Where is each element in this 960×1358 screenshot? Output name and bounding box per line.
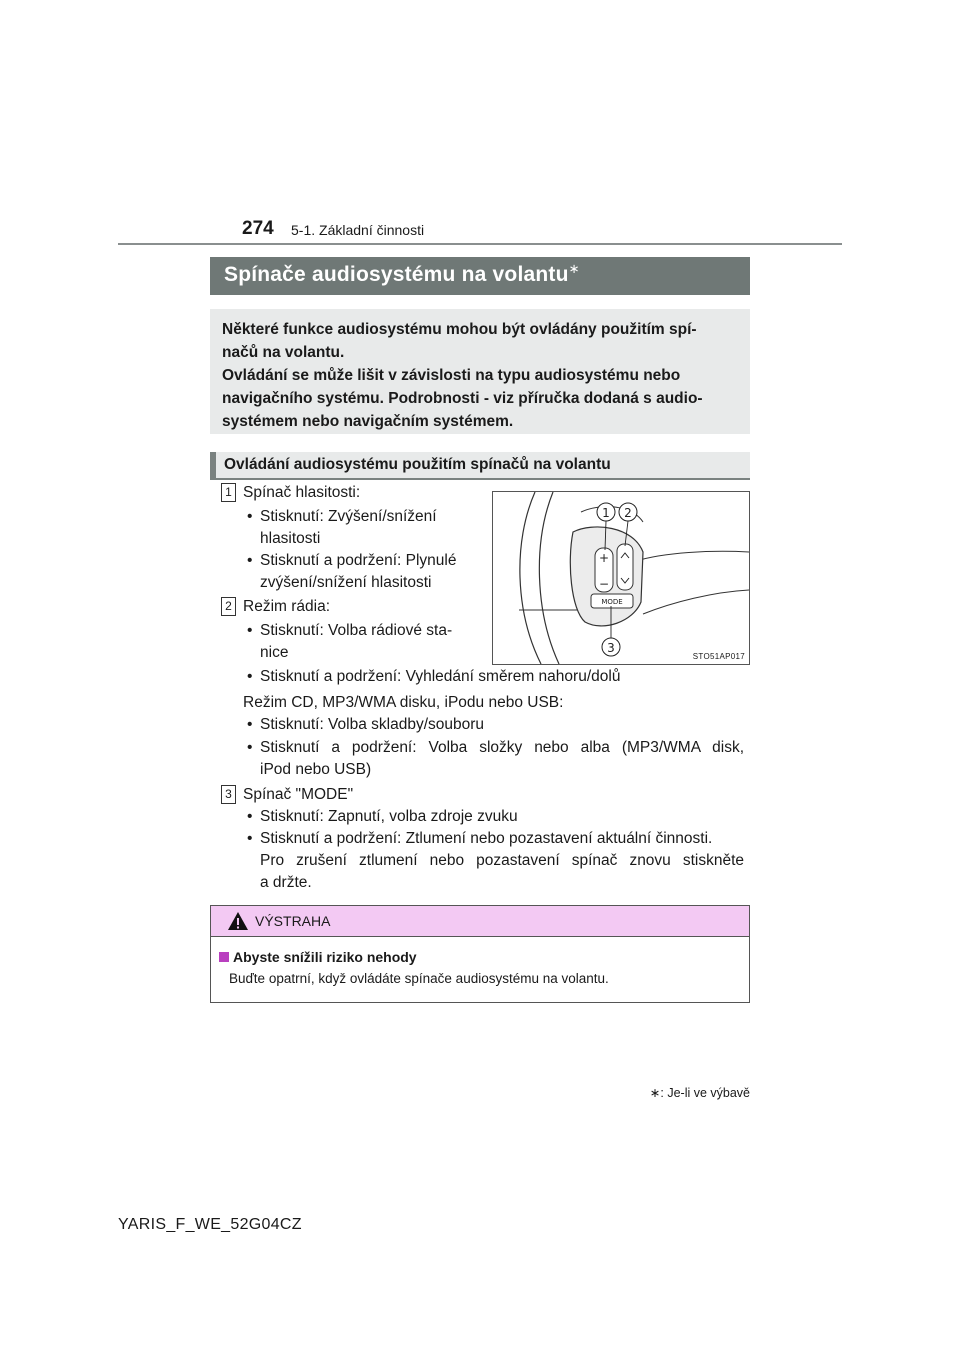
document-code: YARIS_F_WE_52G04CZ bbox=[118, 1216, 302, 1233]
item-number-2: 2 bbox=[221, 597, 236, 616]
figure-code: STO51AP017 bbox=[692, 652, 745, 661]
bullet-cd-press bbox=[260, 714, 740, 736]
callout-1: 1 bbox=[602, 506, 610, 520]
intro-line: systémem nebo navigačním systémem. bbox=[222, 413, 514, 430]
bullet-mode-press bbox=[260, 806, 740, 828]
intro-box bbox=[210, 309, 750, 434]
warning-square-icon bbox=[219, 952, 229, 962]
item-title-volume: Spínač hlasitosti: bbox=[243, 484, 361, 501]
bullet-mode-hold bbox=[260, 828, 744, 894]
page-number: 274 bbox=[242, 218, 274, 239]
warning-subtitle bbox=[219, 949, 417, 965]
steering-wheel-illustration bbox=[493, 492, 749, 664]
bullet-volume-press bbox=[260, 506, 480, 550]
intro-line: Ovládání se může lišit v závislosti na typu audiosystému nebo bbox=[222, 367, 681, 384]
bullet-radio-hold bbox=[260, 666, 740, 688]
item-number-3: 3 bbox=[221, 785, 236, 804]
footnote: ∗: Je-li ve výbavě bbox=[649, 1086, 750, 1100]
warning-header bbox=[211, 906, 749, 937]
bullet-line: • Stisknutí a podržení: Plynulé bbox=[260, 552, 457, 569]
item-title-radio: Režim rádia: bbox=[243, 598, 330, 615]
callout-2: 2 bbox=[624, 506, 632, 520]
bullet-line: hlasitosti bbox=[260, 530, 321, 547]
bullet-line: • Stisknutí a podržení: Vyhledání směrem nahoru/dolů bbox=[260, 668, 621, 685]
section-label: 5-1. Základní činnosti bbox=[291, 222, 425, 238]
bullet-cd-hold bbox=[260, 737, 744, 781]
item-number-1: 1 bbox=[221, 483, 236, 502]
steering-switch-figure bbox=[492, 491, 750, 665]
warning-triangle-icon bbox=[227, 911, 249, 931]
warning-title: VÝSTRAHA bbox=[255, 913, 331, 929]
bullet-line: • Stisknutí a podržení: Ztlumení nebo pozastavení aktuální činnosti. bbox=[260, 830, 713, 847]
intro-line: Některé funkce audiosystému mohou být ovládány použitím spí- bbox=[222, 321, 697, 338]
svg-text:−: − bbox=[598, 577, 610, 591]
header-divider bbox=[118, 243, 842, 245]
warning-subtitle-text: Abyste snížili riziko nehody bbox=[233, 949, 417, 965]
subsection-header: Ovládání audiosystému použitím spínačů na volantu bbox=[210, 452, 750, 480]
optional-mark: ∗ bbox=[568, 261, 580, 276]
callout-3: 3 bbox=[607, 641, 615, 655]
warning-box bbox=[210, 905, 750, 1003]
bullet-line: • Stisknutí: Volba rádiové sta- bbox=[260, 622, 453, 639]
intro-line: načů na volantu. bbox=[222, 344, 345, 361]
svg-text:+: + bbox=[598, 551, 610, 565]
bullet-line: Pro zrušení ztlumení nebo pozastavení spínač znovu stiskněte bbox=[260, 852, 744, 869]
intro-line: navigačního systému. Podrobnosti - viz příručka dodaná s audio- bbox=[222, 390, 703, 407]
bullet-line: iPod nebo USB) bbox=[260, 761, 372, 778]
item-title-mode: Spínač "MODE" bbox=[243, 786, 354, 803]
section-title-bar bbox=[210, 257, 750, 295]
bullet-line: zvýšení/snížení hlasitosti bbox=[260, 574, 432, 591]
bullet-line: • Stisknutí a podržení: Volba složky nebo alba (MP3/WMA disk, bbox=[260, 739, 744, 756]
bullet-volume-hold bbox=[260, 550, 480, 594]
item-title-cd-mode: Režim CD, MP3/WMA disku, iPodu nebo USB: bbox=[243, 694, 564, 711]
bullet-line: • Stisknutí: Zvýšení/snížení bbox=[260, 508, 437, 525]
section-title: Spínače audiosystému na volantu bbox=[224, 263, 569, 286]
bullet-line: • Stisknutí: Zapnutí, volba zdroje zvuku bbox=[260, 808, 518, 825]
bullet-line: a držte. bbox=[260, 874, 312, 891]
bullet-radio-press bbox=[260, 620, 480, 664]
bullet-line: nice bbox=[260, 644, 289, 661]
warning-text: Buďte opatrní, když ovládáte spínače audiosystému na volantu. bbox=[229, 971, 609, 986]
mode-button-label: MODE bbox=[601, 598, 623, 606]
bullet-line: • Stisknutí: Volba skladby/souboru bbox=[260, 716, 485, 733]
